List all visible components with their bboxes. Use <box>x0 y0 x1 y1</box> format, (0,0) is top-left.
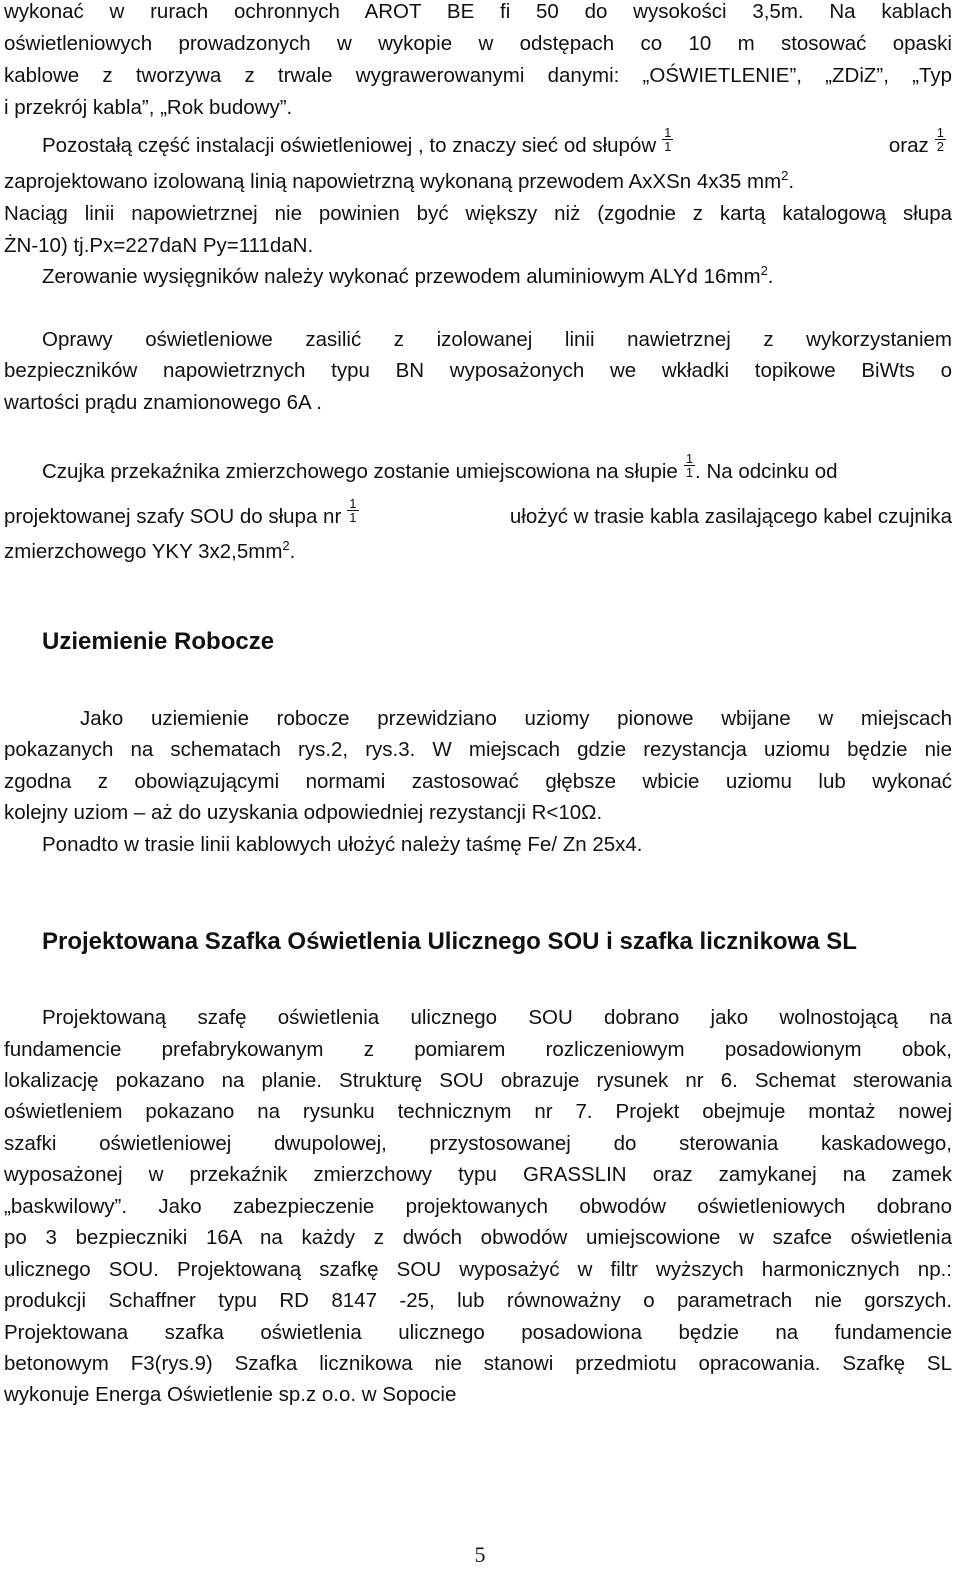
p4-line-2-text: projektowanej szafy SOU do słupa nr <box>4 504 342 528</box>
p2-line-5-end: . <box>767 265 774 288</box>
p3-line-2: bezpieczników napowietrznych typu BN wyposażonych we wkładki topikowe BiWts o <box>4 359 952 382</box>
p2-line-3: Naciąg linii napowietrznej nie powinien być większy niż (zgodnie z kartą katalogową słupa <box>4 202 952 225</box>
p6-line-4: oświetleniem pokazano na rysunku technicznym nr 7. Projekt obejmuje montaż nowej <box>4 1100 952 1123</box>
p2-line-2-text: zaprojektowano izolowaną linią napowietrzną wykonaną przewodem AxXSn 4x35 mm <box>4 170 782 193</box>
p6-line-1: Projektowaną szafę oświetlenia ulicznego SOU dobrano jako wolnostojącą na <box>42 1006 952 1029</box>
p1-line-2: oświetleniowych prowadzonych w wykopie w odstępach co 10 m stosować opaski <box>4 32 952 55</box>
fraction-denominator: 2 <box>936 139 944 154</box>
p6-line-13: wykonuje Energa Oświetlenie sp.z o.o. w Sopocie <box>4 1383 457 1406</box>
p6-line-10: produkcji Schaffner typu RD 8147 -25, lub równoważny o parametrach nie gorszych. <box>4 1289 952 1312</box>
fraction-1-2 <box>935 126 946 153</box>
p6-line-8: po 3 bezpieczniki 16A na każdy z dwóch obwodów umiejscowione w szafce oświetlenia <box>4 1226 952 1249</box>
superscript: 2 <box>760 263 768 279</box>
p2-line-1-text: Pozostałą część instalacji oświetleniowej , to znaczy sieć od słupów <box>42 133 657 157</box>
p4-line-2 <box>4 496 952 530</box>
p2-line-4: ŻN-10) tj.Px=227daN Py=111daN. <box>4 234 314 257</box>
fraction-numerator: 1 <box>664 125 672 140</box>
fraction-1-1 <box>684 452 695 479</box>
p2-line-5 <box>42 265 952 289</box>
p2-line-1-oraz: oraz <box>888 133 929 157</box>
p1-line-1: wykonać w rurach ochronnych AROT BE fi 50 do wysokości 3,5m. Na kablach <box>4 0 952 23</box>
p2-line-2-end: . <box>788 170 795 193</box>
p4-line-3-end: . <box>289 540 296 563</box>
p6-line-2: fundamencie prefabrykowanym z pomiarem rozliczeniowym posadowionym obok, <box>4 1038 952 1061</box>
p2-line-1 <box>42 125 952 159</box>
p6-line-3: lokalizację pokazano na planie. Strukturę SOU obrazuje rysunek nr 6. Schemat sterowania <box>4 1069 952 1092</box>
page-number: 5 <box>474 1542 486 1567</box>
fraction-1-1 <box>662 126 673 153</box>
superscript: 2 <box>781 168 789 184</box>
p4-line-2-end: ułożyć w trasie kabla zasilającego kabel czujnika <box>509 504 952 528</box>
p5-line-2: pokazanych na schematach rys.2, rys.3. W miejscach gdzie rezystancja uziomu będzie nie <box>4 738 952 761</box>
p1-line-3: kablowe z tworzywa z trwale wygrawerowanymi danymi: „OŚWIETLENIE”, „ZDiZ”, „Typ <box>4 64 952 87</box>
fraction-denominator: 1 <box>685 465 694 480</box>
p2-line-5-text: Zerowanie wysięgników należy wykonać przewodem aluminiowym ALYd 16mm <box>42 265 761 288</box>
p5-line-5: Ponadto w trasie linii kablowych ułożyć należy taśmę Fe/ Zn 25x4. <box>42 833 643 856</box>
p4-line-3-text: zmierzchowego YKY 3x2,5mm <box>4 540 283 563</box>
p3-line-1: Oprawy oświetleniowe zasilić z izolowanej linii nawietrznej z wykorzystaniem <box>42 328 952 351</box>
p6-line-5: szafki oświetleniowej dwupolowej, przystosowanej do sterowania kaskadowego, <box>4 1132 952 1155</box>
fraction-denominator: 1 <box>349 510 357 525</box>
superscript: 2 <box>282 538 290 554</box>
fraction-numerator: 1 <box>349 496 357 511</box>
p3-line-3: wartości prądu znamionowego 6A . <box>4 391 322 414</box>
p6-line-9: ulicznego SOU. Projektowaną szafkę SOU wyposażyć w filtr wyższych harmonicznych np.: <box>4 1258 952 1281</box>
section-heading-szafka: Projektowana Szafka Oświetlenia Ulicznego SOU i szafka licznikowa SL <box>42 928 857 955</box>
section-heading-uziemienie: Uziemienie Robocze <box>42 628 275 655</box>
fraction-1-1 <box>347 497 358 524</box>
p6-line-6: wyposażonej w przekaźnik zmierzchowy typu GRASSLIN oraz zamykanej na zamek <box>4 1163 952 1186</box>
p6-line-12: betonowym F3(rys.9) Szafka licznikowa nie stanowi przedmiotu opracowania. Szafkę SL <box>4 1352 952 1375</box>
fraction-numerator: 1 <box>685 451 694 466</box>
p4-line-3 <box>4 540 952 564</box>
p2-line-2 <box>4 170 952 194</box>
p5-line-3: zgodna z obowiązującymi normami zastosować głębsze wbicie uziomu lub wykonać <box>4 770 952 793</box>
p4-line-1 <box>42 451 952 485</box>
fraction-denominator: 1 <box>664 139 672 154</box>
fraction-numerator: 1 <box>936 125 944 140</box>
p6-line-11: Projektowana szafka oświetlenia ulicznego posadowiona będzie na fundamencie <box>4 1321 952 1344</box>
p4-line-1-text: Czujka przekaźnika zmierzchowego zostanie umiejscowiona na słupie <box>42 459 678 483</box>
p5-line-4: kolejny uziom – aż do uzyskania odpowiedniej rezystancji R<10Ω. <box>4 801 603 824</box>
p6-line-7: „baskwilowy”. Jako zabezpieczenie projektowanych obwodów oświetleniowych dobrano <box>4 1195 952 1218</box>
p5-line-1: Jako uziemienie robocze przewidziano uziomy pionowe wbijane w miejscach <box>80 707 952 730</box>
p1-line-4: i przekrój kabla”, „Rok budowy”. <box>4 96 293 119</box>
p4-line-1-end: . Na odcinku od <box>695 459 838 483</box>
